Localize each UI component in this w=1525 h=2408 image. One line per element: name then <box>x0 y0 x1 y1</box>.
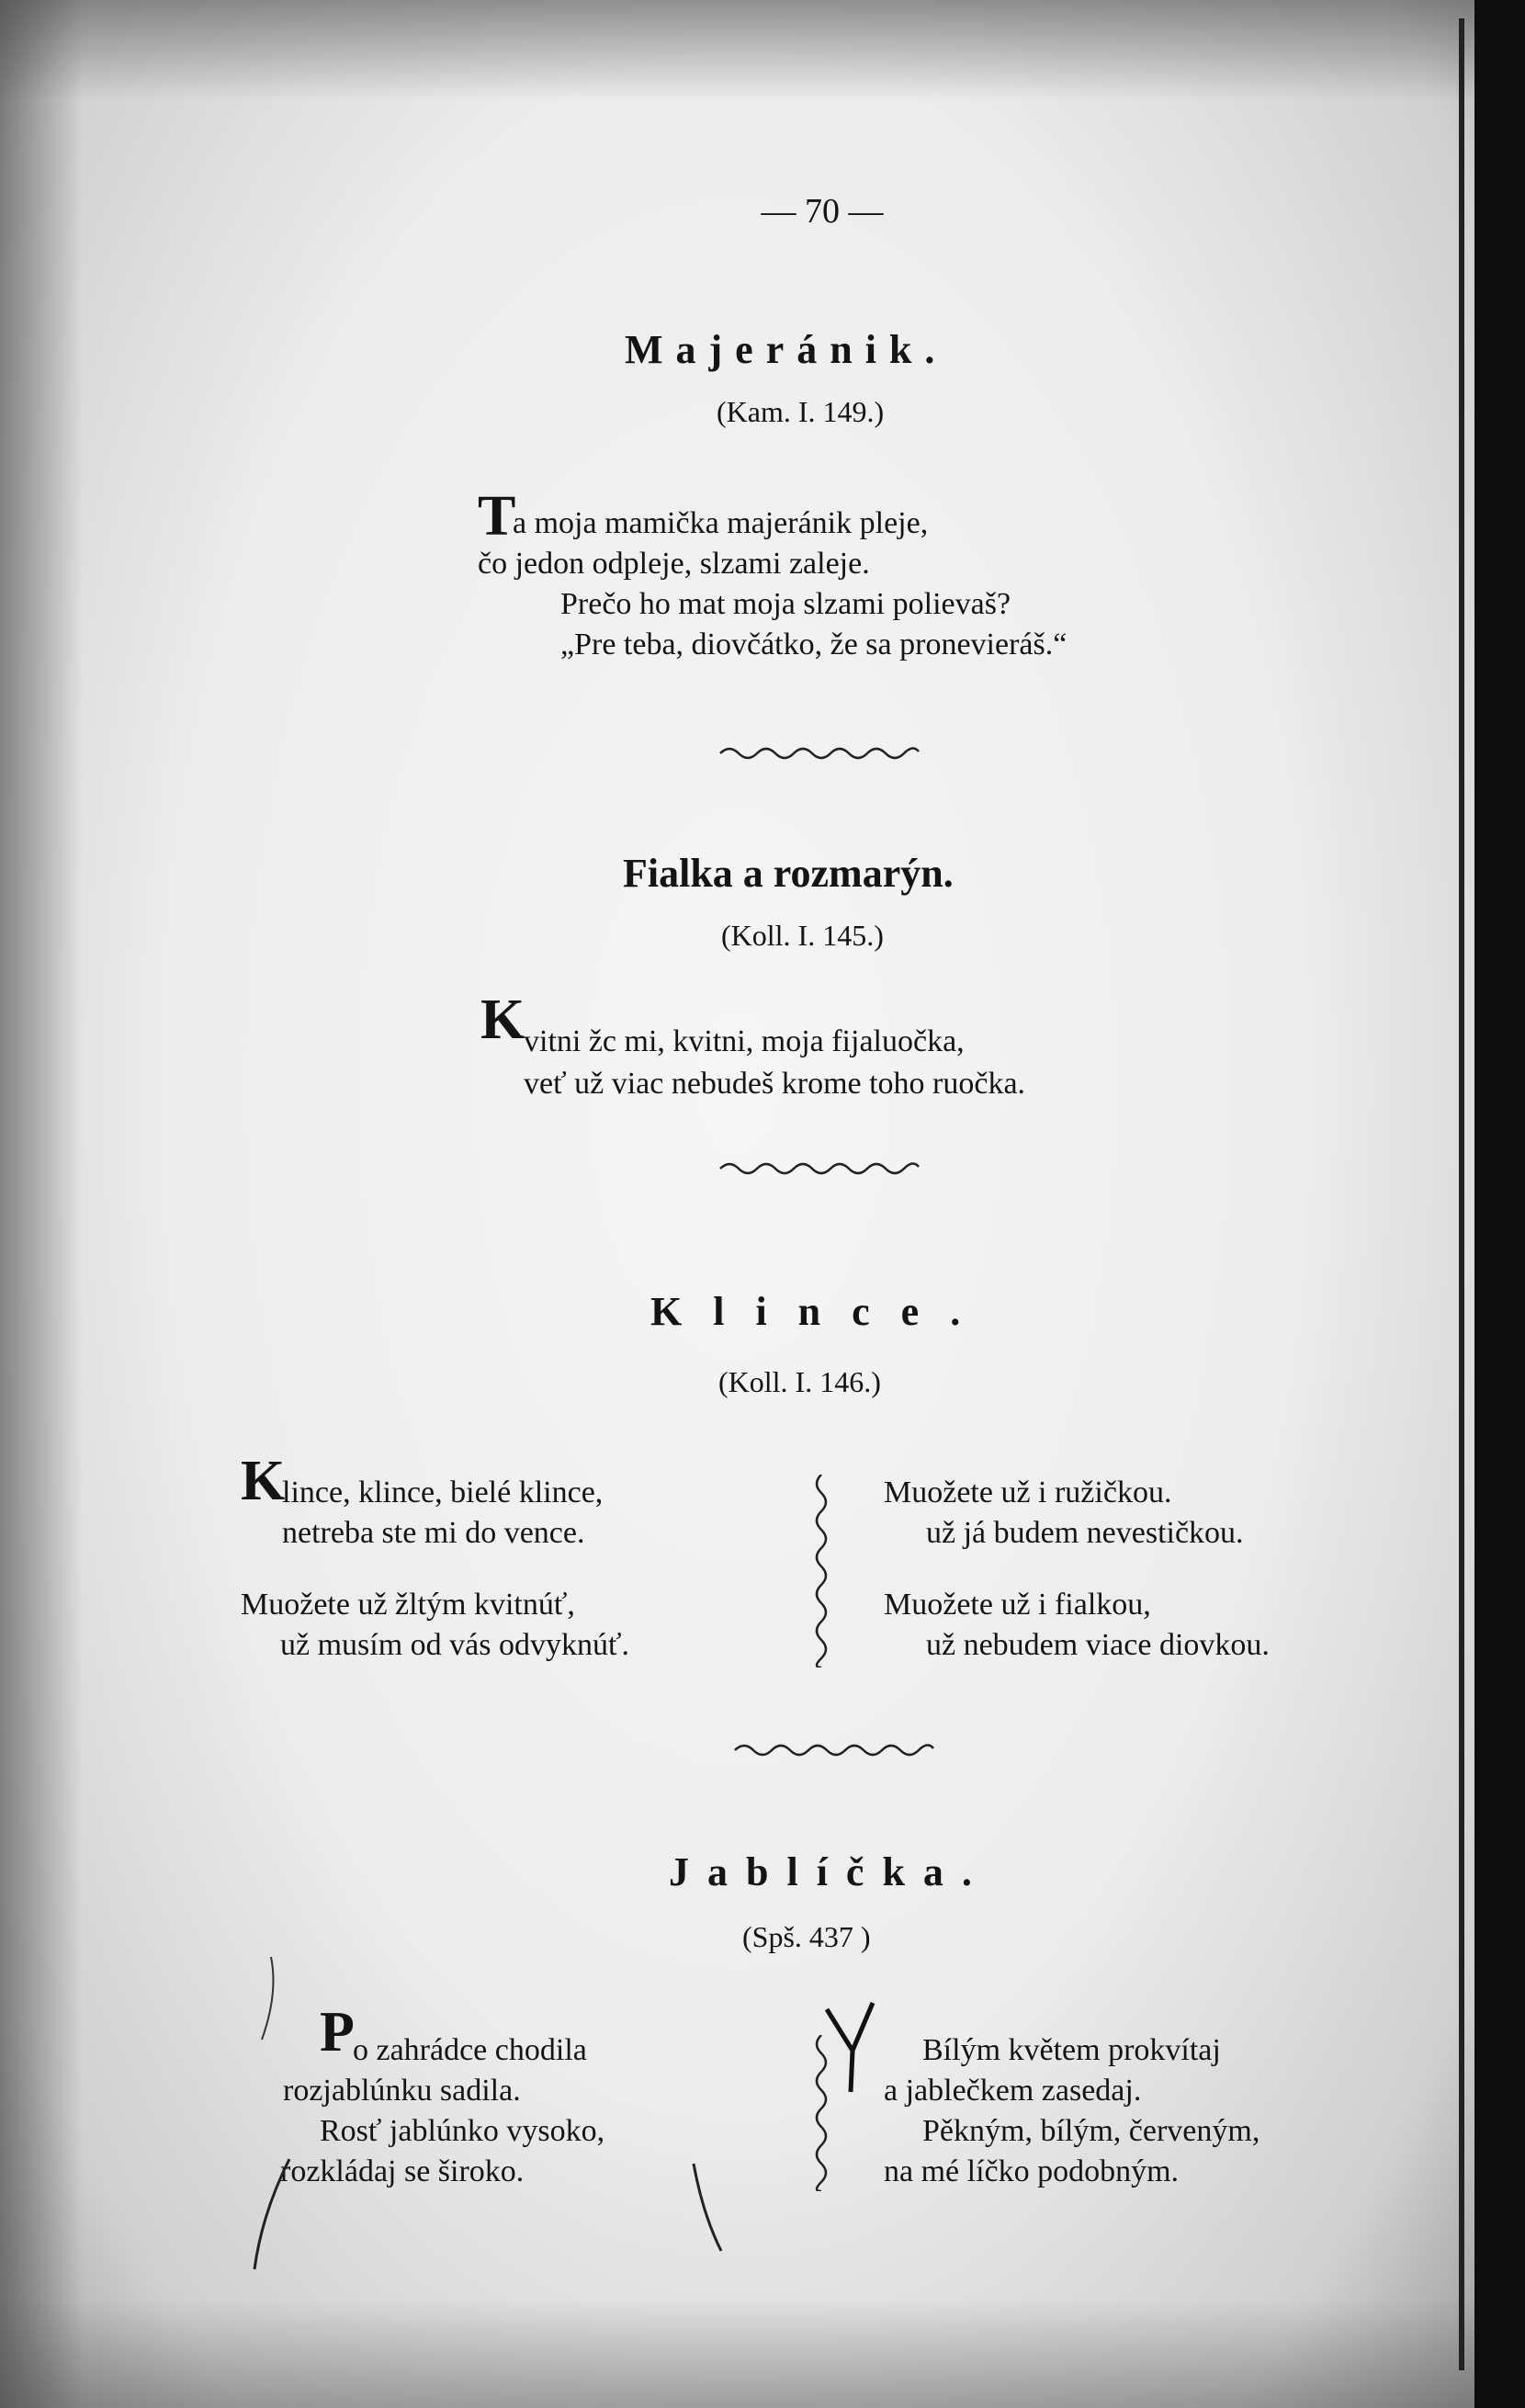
drop-cap: K <box>480 989 525 1051</box>
poem-line: rozjablúnku sadila. <box>283 2074 521 2108</box>
poem-line: a jablečkem zasedaj. <box>884 2074 1142 2108</box>
poem-title: Jablíčka. <box>669 1849 990 1894</box>
page-shadow-top <box>0 0 1474 101</box>
wavy-divider-icon <box>810 1475 832 1668</box>
pencil-marks-icon <box>234 1948 749 2278</box>
poem-line: a moja mamička majeránik pleje, <box>513 506 929 540</box>
wavy-rule-icon <box>718 1158 921 1176</box>
poem-line: čo jedon odpleje, slzami zaleje. <box>478 547 870 581</box>
page-number: — 70 — <box>761 192 884 231</box>
poem-line: veť už viac nebudeš krome toho ruočka. <box>524 1067 1026 1101</box>
poem-title: Majeránik. <box>625 327 948 372</box>
poem-title: Klince. <box>650 1289 992 1334</box>
poem-line: Pěkným, bílým, červeným, <box>922 2114 1260 2148</box>
drop-cap: K <box>241 1450 286 1512</box>
poem-line: už musím od vás odvyknúť. <box>280 1628 630 1662</box>
poem-line: Muožete už žltým kvitnúť, <box>241 1588 575 1622</box>
drop-cap: P <box>320 2001 355 2063</box>
page-edge-rule <box>1459 18 1464 2370</box>
poem-line: na mé líčko podobným. <box>884 2154 1180 2188</box>
poem-line: už já budem nevestičkou. <box>926 1516 1244 1550</box>
scan-border <box>1474 0 1525 2408</box>
poem-line: Prečo ho mat moja slzami polievaš? <box>560 587 1011 621</box>
poem-line: rozkládaj se široko. <box>280 2154 525 2188</box>
poem-line: vitni žc mi, kvitni, moja fijaluočka, <box>524 1024 965 1058</box>
poem-line: Bílým květem prokvítaj <box>922 2033 1221 2067</box>
poem-source: (Kam. I. 149.) <box>717 395 885 428</box>
page-shadow-left <box>0 0 83 2408</box>
poem-line: o zahrádce chodila <box>353 2033 587 2067</box>
wavy-rule-icon <box>733 1739 935 1758</box>
poem-line: netreba ste mi do vence. <box>282 1516 585 1550</box>
poem-line: Muožete už i fialkou, <box>884 1588 1151 1622</box>
poem-source: (Koll. I. 146.) <box>718 1365 881 1398</box>
handwritten-y-icon <box>818 1995 891 2097</box>
poem-source: (Koll. I. 145.) <box>721 919 884 952</box>
poem-line: lince, klince, bielé klince, <box>282 1475 604 1509</box>
wavy-rule-icon <box>718 742 921 761</box>
poem-line: Rosť jablúnko vysoko, <box>320 2114 605 2148</box>
poem-source: (Spš. 437 ) <box>742 1920 871 1953</box>
page-shadow-bottom <box>0 2298 1474 2408</box>
poem-line: už nebudem viace diovkou. <box>926 1628 1270 1662</box>
poem-line: „Pre teba, diovčátko, že sa pronevieráš.“ <box>560 627 1068 661</box>
poem-title: Fialka a rozmarýn. <box>623 851 954 896</box>
poem-line: Muožete už i ružičkou. <box>884 1475 1172 1509</box>
drop-cap: T <box>478 485 516 548</box>
